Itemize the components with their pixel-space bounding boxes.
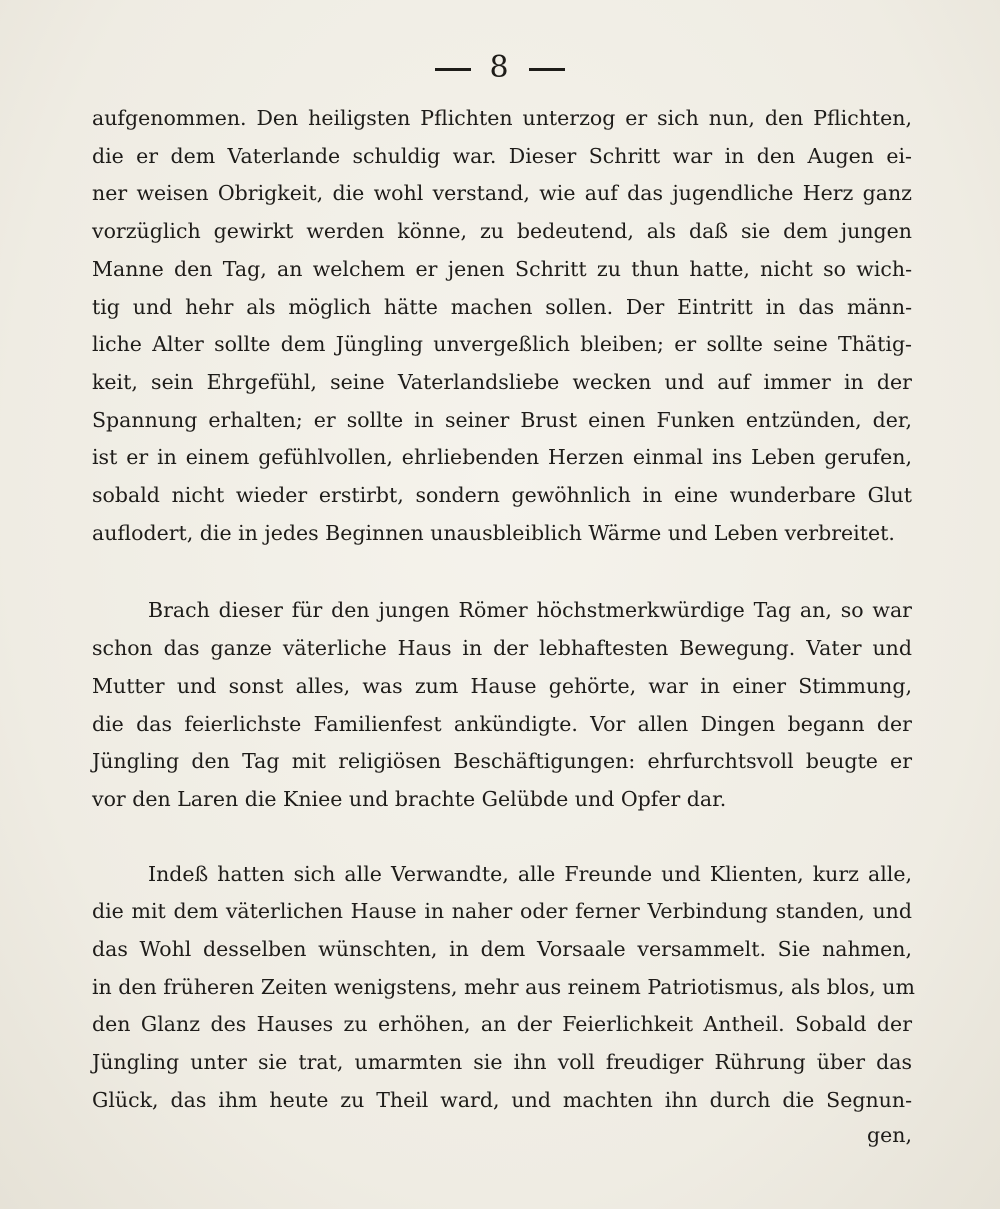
text-line: vor den Laren die Kniee und brachte Gelübde und Opfer dar. [92, 786, 727, 811]
paragraph-spacer [92, 552, 912, 592]
text-line: sobald nicht wieder erstirbt, sondern gewöhnlich in eine wunderbare Glut [92, 483, 912, 508]
text-line: die mit dem väterlichen Hause in naher oder ferner Verbindung standen, und [92, 899, 912, 924]
text-line: liche Alter sollte dem Jüngling unvergeßlich bleiben; er sollte seine Thätig- [92, 332, 912, 357]
page-number-dash-left [435, 68, 471, 71]
paragraph-spacer [92, 819, 912, 856]
text-line: aufgenommen. Den heiligsten Pflichten unterzog er sich nun, den Pflichten, [92, 106, 912, 130]
text-line: ner weisen Obrigkeit, die wohl verstand, wie auf das jugendliche Herz ganz [92, 181, 912, 206]
catchword: gen, [867, 1123, 912, 1147]
page-number [0, 50, 1000, 85]
text-line: ist er in einem gefühlvollen, ehrliebenden Herzen einmal ins Leben gerufen, [92, 445, 912, 470]
text-line: die er dem Vaterlande schuldig war. Dieser Schritt war in den Augen ei- [92, 143, 912, 168]
text-line: Manne den Tag, an welchem er jenen Schritt zu thun hatte, nicht so wich- [92, 256, 912, 281]
text-line: den Glanz des Hauses zu erhöhen, an der Feierlichkeit Antheil. Sobald der [92, 1012, 912, 1037]
text-line: die das feierlichste Familienfest ankündigte. Vor allen Dingen begann der [92, 711, 912, 736]
text-line: das Wohl desselben wünschten, in dem Vorsaale versammelt. Sie nahmen, [92, 937, 912, 962]
text-line: Brach dieser für den jungen Römer höchstmerkwürdige Tag an, so war [148, 598, 912, 623]
text-line: keit, sein Ehrgefühl, seine Vaterlandsliebe wecken und auf immer in der [92, 369, 912, 394]
text-line: vorzüglich gewirkt werden könne, zu bedeutend, als daß sie dem jungen [92, 219, 912, 244]
text-line: Jüngling unter sie trat, umarmten sie ihn voll freudiger Rührung über das [92, 1050, 912, 1075]
page-number-dash-right [529, 68, 565, 71]
paragraph-3 [92, 856, 915, 1120]
text-line: auflodert, die in jedes Beginnen unausbleiblich Wärme und Leben verbreitet. [92, 520, 895, 545]
text-line: tig und hehr als möglich hätte machen sollen. Der Eintritt in das männ- [92, 294, 912, 319]
text-line: Indeß hatten sich alle Verwandte, alle Freunde und Klienten, kurz alle, [148, 861, 912, 886]
paragraph-2 [92, 592, 912, 818]
text-line: Spannung erhalten; er sollte in seiner Brust einen Funken entzünden, der, [92, 407, 912, 432]
text-line: in den früheren Zeiten wenigstens, mehr aus reinem Patriotismus, als blos, um [92, 974, 915, 999]
page-number-value: 8 [489, 50, 511, 85]
text-line: Jüngling den Tag mit religiösen Beschäftigungen: ehrfurchtsvoll beugte er [92, 749, 912, 774]
text-line: Mutter und sonst alles, was zum Hause gehörte, war in einer Stimmung, [92, 673, 912, 698]
paragraph-1 [92, 100, 912, 552]
text-line: Glück, das ihm heute zu Theil ward, und machten ihn durch die Segnun- [92, 1087, 912, 1112]
body-text [92, 100, 915, 1120]
text-line: schon das ganze väterliche Haus in der lebhaftesten Bewegung. Vater und [92, 636, 912, 661]
